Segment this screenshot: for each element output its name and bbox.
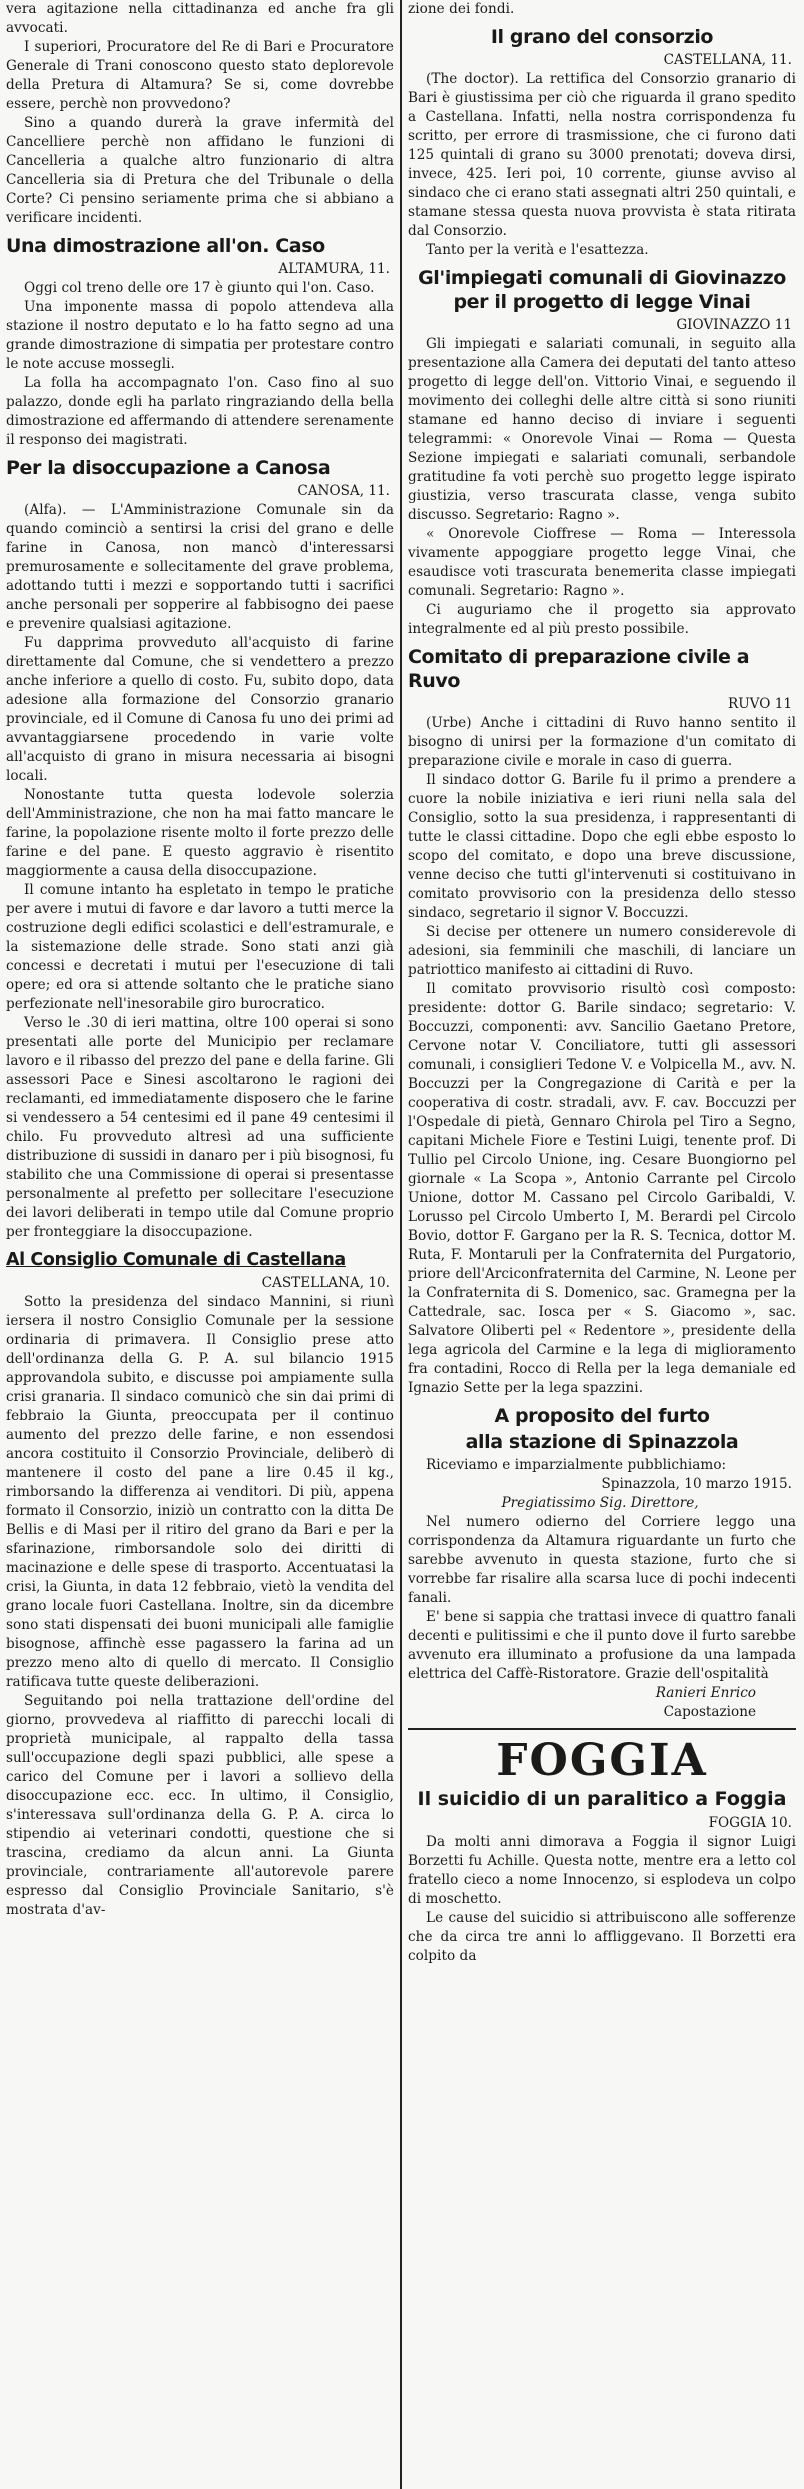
article-paragraph: Riceviamo e imparzialmente pubblichiamo: bbox=[426, 1457, 727, 1473]
article-paragraph: Una imponente massa di popolo attendeva alla stazione il nostro deputato e lo ha fatto segno ad una grande dimostrazione di simpatia per protestare contro le note accuse mossegli. bbox=[6, 299, 394, 372]
article-paragraph: Nonostante tutta questa lodevole solerzia dell'Amministrazione, che non ha mai fatto mancare le farine, la popolazione risente molto il forte prezzo delle farine e del pane. E questo aggravio è risentito maggiormente a causa della disoccupazione. bbox=[6, 787, 394, 879]
article-paragraph: Verso le .30 di ieri mattina, oltre 100 operai si sono presentati alle porte del Municipio per reclamare lavoro e il ribasso del prezzo del pane e della farine. Gli assessori Pace e Sinesi ascoltarono le ragioni dei reclamanti, ed immediatamente disposero che le farine si vendessero a 54 centesimi ed il pane 49 centesimi il chilo. Fu provveduto altresì ad una sufficiente distribuzione di sussidi in danaro per i più bisognosi, fu stabilito che una Commissione di operai si presentasse personalmente al prefetto per sollecitare l'esecuzione dei lavori deliberati in tempo utile dal Comune proprio per fronteggiare la disoccupazione. bbox=[6, 1015, 394, 1240]
letter-date: Spinazzola, 10 marzo 1915. bbox=[601, 1476, 792, 1492]
article-paragraph: Il comitato provvisorio risultò così composto: presidente: dottor G. Barile sindaco; segretario: V. Boccuzzi, componenti: avv. Sancilio Gaetano Pretore, Cervone notar V. Conciliatore, tutti gli assessori comunali, i consiglieri Tedone V. e Volpicella M., avv. N. Boccuzzi per la Congregazione di Carità e per la cooperativa di costr. stradali, avv. F. cav. Boccuzzi per l'Ospedale di pietà, Gennaro Chirola pel Tiro a Segno, capitani Michele Fiore e Testini Luigi, tenente prof. Di Tullio pel Circolo Unione, ing. Cesare Buongiorno pel giornale « La Scopa », Antonio Carrante pel Circolo Unione, dottor M. Cassano pel Circolo Garibaldi, V. Lorusso pel Circolo Umberto I, M. Berardi pel Circolo Bovio, dottor F. Gargano per la R. S. Tecnica, dottor M. Ruta, F. Montaruli per la Confraternita del Purgatorio, priore dell'Arciconfraternita del Carmine, N. Leone per la Confraternita di S. Domenico, sac. Gramegna per la Cattedrale, sac. Iosca per « S. Giacomo », sac. Salvatore Oliberti pel « Redentore », presidente della lega agricola del Carmine e la lega di miglioramento fra contadini, Rocco di Rella per la lega demaniale ed Ignazio Sette per la lega spazzini. bbox=[408, 981, 796, 1396]
article-paragraph: I superiori, Procuratore del Re di Bari e Procuratore Generale di Trani conoscono questo stato deplorevole della Pretura di Altamura? Se si, come dovrebbe essere, perchè non provvedono? bbox=[6, 39, 394, 112]
article-headline-suicidio: Il suicidio di un paralitico a Foggia bbox=[417, 1788, 787, 1810]
article-paragraph: Seguitando poi nella trattazione dell'ordine del giorno, provvedeva al riaffitto di parecchi locali di proprietà municipale, al rappalto della tassa sull'occupazione degli spazi pubblici, alle spese a carico del Comune per i lavori a sollievo della disoccupazione ecc. ecc. In ultimo, il Consiglio, s'interessava sull'ordinanza della G. P. A. circa lo stipendio ai veterinari condotti, questione che si trascina, crediamo da alcun anni. La Giunta provinciale, contrariamente all'autorevole parere espresso dal Consiglio Provinciale Sanitario, s'è mostrata d'av- bbox=[6, 1693, 394, 1918]
article-paragraph: Gli impiegati e salariati comunali, in seguito alla presentazione alla Camera dei deputati del tanto atteso progetto di legge dell'on. Vittorio Vinai, e seguendo il movimento dei colleghi delle altre città si sono riuniti stamane ed hanno deciso di inviare i seguenti telegrammi: « Onorevole Vinai — Roma — Questa Sezione impiegati e salariati comunali, serbandole gratitudine fa voti perchè suo progetto legge ispirato giustizia, verso trascurata classe, venga subito discusso. Segretario: Ragno ». bbox=[408, 336, 796, 523]
article-paragraph: « Onorevole Cioffrese — Roma — Interessola vivamente appoggiare progetto legge Vinai, che esaudisce voti trascurata benemerita classe impiegati comunali. Segretario: Ragno ». bbox=[408, 526, 796, 599]
article-paragraph: La folla ha accompagnato l'on. Caso fino al suo palazzo, donde egli ha parlato ringraziando della bella dimostrazione ed affermando di attendere serenamente il responso dei magistrati. bbox=[6, 375, 394, 448]
dateline: GIOVINAZZO 11 bbox=[676, 317, 792, 333]
article-paragraph: Ci auguriamo che il progetto sia approvato integralmente ed al più presto possibile. bbox=[408, 602, 796, 637]
article-headline-giovinazzo: Gl'impiegati comunali di Giovinazzo per il progetto di legge Vinai bbox=[418, 267, 786, 313]
dateline: ALTAMURA, 11. bbox=[278, 261, 390, 277]
article-paragraph: Il comune intanto ha espletato in tempo le pratiche per avere i mutui di favore e dar lavoro a tutti merce la costruzione degli edifici scolastici e dell'estramurale, e la sistemazione delle strade. Sono stati anzi già concessi e decretati i mutui per l'esecuzione di tali opere; ed ora si attende soltanto che le pratiche siano perfezionate nell'inesorabile giro burocratico. bbox=[6, 882, 394, 1012]
article-headline-ruvo: Comitato di preparazione civile a Ruvo bbox=[408, 646, 750, 692]
article-paragraph: Sotto la presidenza del sindaco Mannini, si riunì iersera il nostro Consiglio Comunale per la sessione ordinaria di primavera. Il Consiglio prese atto dell'ordinanza della G. P. A. sul bilancio 1915 approvandola subito, e discusse poi ampiamente sulla crisi granaria. Il sindaco comunicò che sin dai primi di febbraio la Giunta, preoccupata per il continuo aumento del prezzo delle farine, e non essendosi ancora costituito il Consorzio Provinciale, deliberò di mantenere il costo del pane a lire 0.45 il kg., rimborsando la differenza ai venditori. Di più, appena formato il Consorzio, iniziò un contratto con la ditta De Bellis e di Masi per il ritiro del grano da Bari e per la sfarinazione, rimborsandole solo dei diritti di macinazione e delle spese di trasporto. Accentuatasi la crisi, la Giunta, in data 12 febbraio, vietò la vendita del grano locale fuori Castellana. Inoltre, sin da dicembre sono stati dispensati dei buoni municipali alle famiglie bisognose, affinchè esse pagassero la farina ad un prezzo meno alto di quello di mercato. Il Consiglio ratificava tutte queste deliberazioni. bbox=[6, 1294, 394, 1690]
article-headline-canosa: Per la disoccupazione a Canosa bbox=[6, 457, 331, 479]
article-headline-furto-2: alla stazione di Spinazzola bbox=[465, 1431, 739, 1453]
dateline: CASTELLANA, 10. bbox=[261, 1275, 390, 1291]
letter-signature: Ranieri Enrico bbox=[655, 1685, 756, 1701]
article-paragraph: Si decise per ottenere un numero considerevole di adesioni, sia femminili che maschili, di lanciare un patriottico manifesto ai cittadini di Ruvo. bbox=[408, 924, 796, 978]
section-rule bbox=[408, 1728, 796, 1730]
article-paragraph: E' bene si sappia che trattasi invece di quattro fanali decenti e pulitissimi e che il punto dove il furto sarebbe avvenuto era illuminato a profusione da una lampada elettrica del Caffè-Ristoratore. Grazie dell'ospitalità bbox=[408, 1609, 796, 1682]
article-paragraph: Oggi col treno delle ore 17 è giunto qui l'on. Caso. bbox=[24, 280, 375, 296]
article-paragraph: Sino a quando durerà la grave infermità del Cancelliere perchè non affidano le funzioni di Cancelleria a qualche altro funzionario di altra Cancelleria sia di Pretura che del Tribunale o della Corte? Ci pensino seriamente prima che si abbiano a verificare incidenti. bbox=[6, 115, 394, 226]
article-paragraph: Tanto per la verità e l'esattezza. bbox=[426, 242, 649, 258]
article-paragraph: Le cause del suicidio si attribuiscono alle sofferenze che da circa tre anni lo affliggevano. Il Borzetti era colpito da bbox=[408, 1910, 796, 1964]
dateline: RUVO 11 bbox=[727, 696, 792, 712]
article-paragraph: (The doctor). La rettifica del Consorzio granario di Bari è giustissima per ciò che riguarda il grano spedito a Castellana. Infatti, nella nostra corrispondenza fu scritto, per errore di trasmissione, che ci furono dati 125 quintali di grano su 3000 prenotati; doveva dirsi, invece, 425. Ieri poi, 10 corrente, giunse avviso al sindaco che ci erano stati assegnati altri 250 quintali, e stamane stessa questa nuova provvista è stata ritirata dal Consorzio. bbox=[408, 71, 796, 239]
article-paragraph: Da molti anni dimorava a Foggia il signor Luigi Borzetti fu Achille. Questa notte, mentre era a letto col fratello cieco a nome Innocenzo, si esplodeva un colpo di moschetto. bbox=[408, 1834, 796, 1907]
article-paragraph: Il sindaco dottor G. Barile fu il primo a prendere a cuore la nobile iniziativa e ieri riuni nella sala del Consiglio, sotto la sua presidenza, i rappresentanti di tutte le classi cittadine. Dopo che egli ebbe esposto lo scopo del comitato, e dopo una breve discussione, venne deciso che tutti gl'intervenuti si costituivano in comitato provvisorio con la presidenza dello stesso sindaco, segretario il signor V. Boccuzzi. bbox=[408, 772, 796, 921]
article-paragraph: (Alfa). — L'Amministrazione Comunale sin da quando cominciò a sentirsi la crisi del grano e delle farine in Canosa, non mancò d'interessarsi premurosamente e sollecitamente del grave problema, adottando tutti i mezzi e sopportando tutti i sacrifici anche personali per sopperire al fabbisogno dei paese e prevenire qualsiasi agitazione. bbox=[6, 502, 394, 632]
article-paragraph: Fu dapprima provveduto all'acquisto di farine direttamente dal Comune, che si vendettero a prezzo anche inferiore a quello di costo. Fu, subito dopo, data adesione alla formazione del Consorzio granario provinciale, ed il Comune di Canosa fu uno dei primi ad avvantaggiarsene procedendo in varie volte all'acquisto di grano in misura necessaria ai bisogni locali. bbox=[6, 635, 394, 784]
article-headline-grano: Il grano del consorzio bbox=[490, 26, 714, 48]
article-fragment: vera agitazione nella cittadinanza ed anche fra gli avvocati. bbox=[6, 1, 394, 36]
right-column bbox=[408, 0, 796, 2489]
article-headline-castellana: Al Consiglio Comunale di Castellana bbox=[6, 1250, 346, 1270]
letter-signature-title: Capostazione bbox=[663, 1704, 756, 1720]
article-headline-furto: A proposito del furto bbox=[494, 1405, 710, 1427]
article-paragraph: Nel numero odierno del Corriere leggo una corrispondenza da Altamura riguardante un furto che sarebbe avvenuto in questa stazione, furto che si vorrebbe far risalire alla scarsa luce di pochi indecenti fanali. bbox=[408, 1514, 796, 1606]
dateline: CASTELLANA, 11. bbox=[663, 52, 792, 68]
article-headline-caso: Una dimostrazione all'on. Caso bbox=[6, 235, 325, 257]
article-paragraph: (Urbe) Anche i cittadini di Ruvo hanno sentito il bisogno di unirsi per la formazione d'un comitato di preparazione civile e morale in caso di guerra. bbox=[408, 715, 796, 769]
article-fragment: zione dei fondi. bbox=[408, 1, 515, 17]
letter-salutation: Pregiatissimo Sig. Direttore, bbox=[501, 1495, 699, 1511]
column-divider bbox=[400, 0, 402, 2489]
dateline: CANOSA, 11. bbox=[297, 483, 390, 499]
left-column bbox=[6, 0, 394, 2489]
section-title-foggia: FOGGIA bbox=[496, 1735, 708, 1786]
dateline: FOGGIA 10. bbox=[708, 1815, 792, 1831]
